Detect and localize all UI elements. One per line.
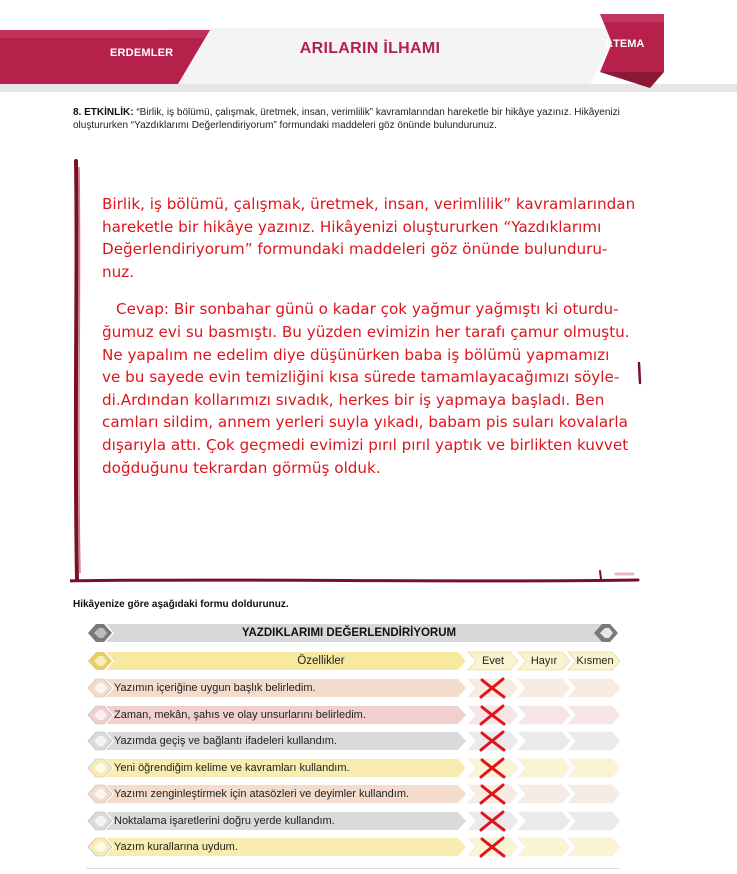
check-mark-x-icon[interactable]: [476, 757, 508, 779]
form-row: [86, 783, 620, 805]
cell-hayir: [518, 812, 570, 830]
check-mark-x-icon[interactable]: [476, 730, 508, 752]
answer-text: [102, 193, 642, 479]
cell-hayir: [518, 785, 570, 803]
form-row: [86, 677, 620, 699]
cell-kismen: [568, 812, 620, 830]
response-line: [102, 298, 642, 321]
form-row-text: Yazımı zenginleştirmek için atasözleri ve deyimler kullandım.: [114, 788, 410, 800]
response-line: camları sildim, annem yerleri suyla yıkadı, babam pis suları kovalarla: [102, 413, 628, 432]
page-title: ARILARIN İLHAMI: [299, 40, 441, 57]
activity-label: 8. ETKİNLİK:: [73, 107, 134, 118]
form-row: [86, 704, 620, 726]
activity-instruction: [73, 106, 643, 132]
cell-kismen: [568, 706, 620, 724]
check-mark-x-icon[interactable]: [476, 677, 508, 699]
cell-kismen: [568, 785, 620, 803]
form-header-row: [86, 650, 620, 672]
form-row-text: Noktalama işaretlerini doğru yerde kullandım.: [114, 814, 335, 827]
form-row-text: Yazımda geçiş ve bağlantı ifadeleri kullandım.: [114, 735, 337, 747]
response-line: Ne yapalım ne edelim diye düşünürken baba iş bölümü yapmamızı: [102, 345, 610, 364]
form-header-label: Özellikler: [297, 655, 345, 667]
activity-text: “Birlik, iş bölümü, çalışmak, üretmek, insan, verimlilik” kavramlarından hareketle bir hikâye yazınız. Hikâyenizi oluştururken “Yazdıklarımı Değerlendiriyorum” formundaki maddeleri göz önünde bulundurunuz.: [73, 107, 620, 131]
check-mark-x-icon[interactable]: [476, 836, 508, 858]
response-line: di.Ardından kollarımızı sıvadık, herkes bir iş yapmaya başladı. Ben: [102, 390, 605, 409]
prompt-line: hareketle bir hikâye yazınız. Hikâyenizi oluştururken “Yazdıklarımı: [102, 217, 602, 236]
cell-hayir: [518, 706, 570, 724]
form-title-row: [86, 622, 620, 644]
form-row-text: Zaman, mekân, şahıs ve olay unsurlarını belirledim.: [114, 708, 366, 721]
response-line: ğumuz evi su basmıştı. Bu yüzden evimizin her tarafı çamur olmuştu.: [102, 322, 630, 341]
tema-label: 1.TEMA: [604, 38, 645, 50]
column-hayir: Hayır: [530, 655, 558, 667]
response-line: doğduğunu tekrardan görmüş olduk.: [102, 458, 381, 477]
cell-hayir: [518, 759, 570, 777]
cell-kismen: [568, 759, 620, 777]
bottom-rule: [86, 868, 620, 869]
form-row-text: Yazımın içeriğine uygun başlık belirledim.: [114, 682, 316, 694]
cell-hayir: [518, 732, 570, 750]
check-mark-x-icon[interactable]: [476, 783, 508, 805]
form-row: [86, 810, 620, 832]
form-row-text: Yeni öğrendiğim kelime ve kavramları kullandım.: [114, 761, 350, 774]
evaluation-form: [86, 620, 620, 865]
form-instruction: Hikâyenize göre aşağıdaki formu doldurunuz.: [73, 599, 289, 610]
cell-kismen: [568, 679, 620, 697]
form-title: YAZDIKLARIMI DEĞERLENDİRİYORUM: [241, 627, 457, 639]
prompt-line: Birlik, iş bölümü, çalışmak, üretmek, insan, verimlilik” kavramlarından: [102, 195, 636, 213]
response-line: dışarıyla attı. Çok geçmedi evimizi pırıl pırıl yaptık ve birlikten kuvvet: [102, 435, 629, 454]
response-line: ve bu sayede evin temizliğini kısa sürede tamamlayacağımızı söyle-: [102, 368, 620, 387]
check-mark-x-icon[interactable]: [476, 810, 508, 832]
column-kismen: Kısmen: [576, 655, 614, 667]
header-banner: [0, 0, 737, 96]
cell-hayir: [518, 838, 570, 856]
cell-kismen: [568, 838, 620, 856]
check-mark-x-icon[interactable]: [476, 704, 508, 726]
form-row: [86, 730, 620, 752]
header-section-label: ERDEMLER: [110, 47, 174, 59]
form-row: [86, 757, 620, 779]
cell-hayir: [518, 679, 570, 697]
form-row-text: Yazım kurallarına uydum.: [114, 841, 238, 853]
form-row: [86, 836, 620, 858]
column-evet: Evet: [481, 655, 504, 667]
prompt-line: Değerlendiriyorum” formundaki maddeleri göz önünde bulunduru-: [102, 240, 608, 259]
response-line-text: Cevap: Bir sonbahar günü o kadar çok yağmur yağmıştı ki oturdu-: [116, 300, 619, 319]
prompt-line: nuz.: [102, 262, 135, 281]
cell-kismen: [568, 732, 620, 750]
